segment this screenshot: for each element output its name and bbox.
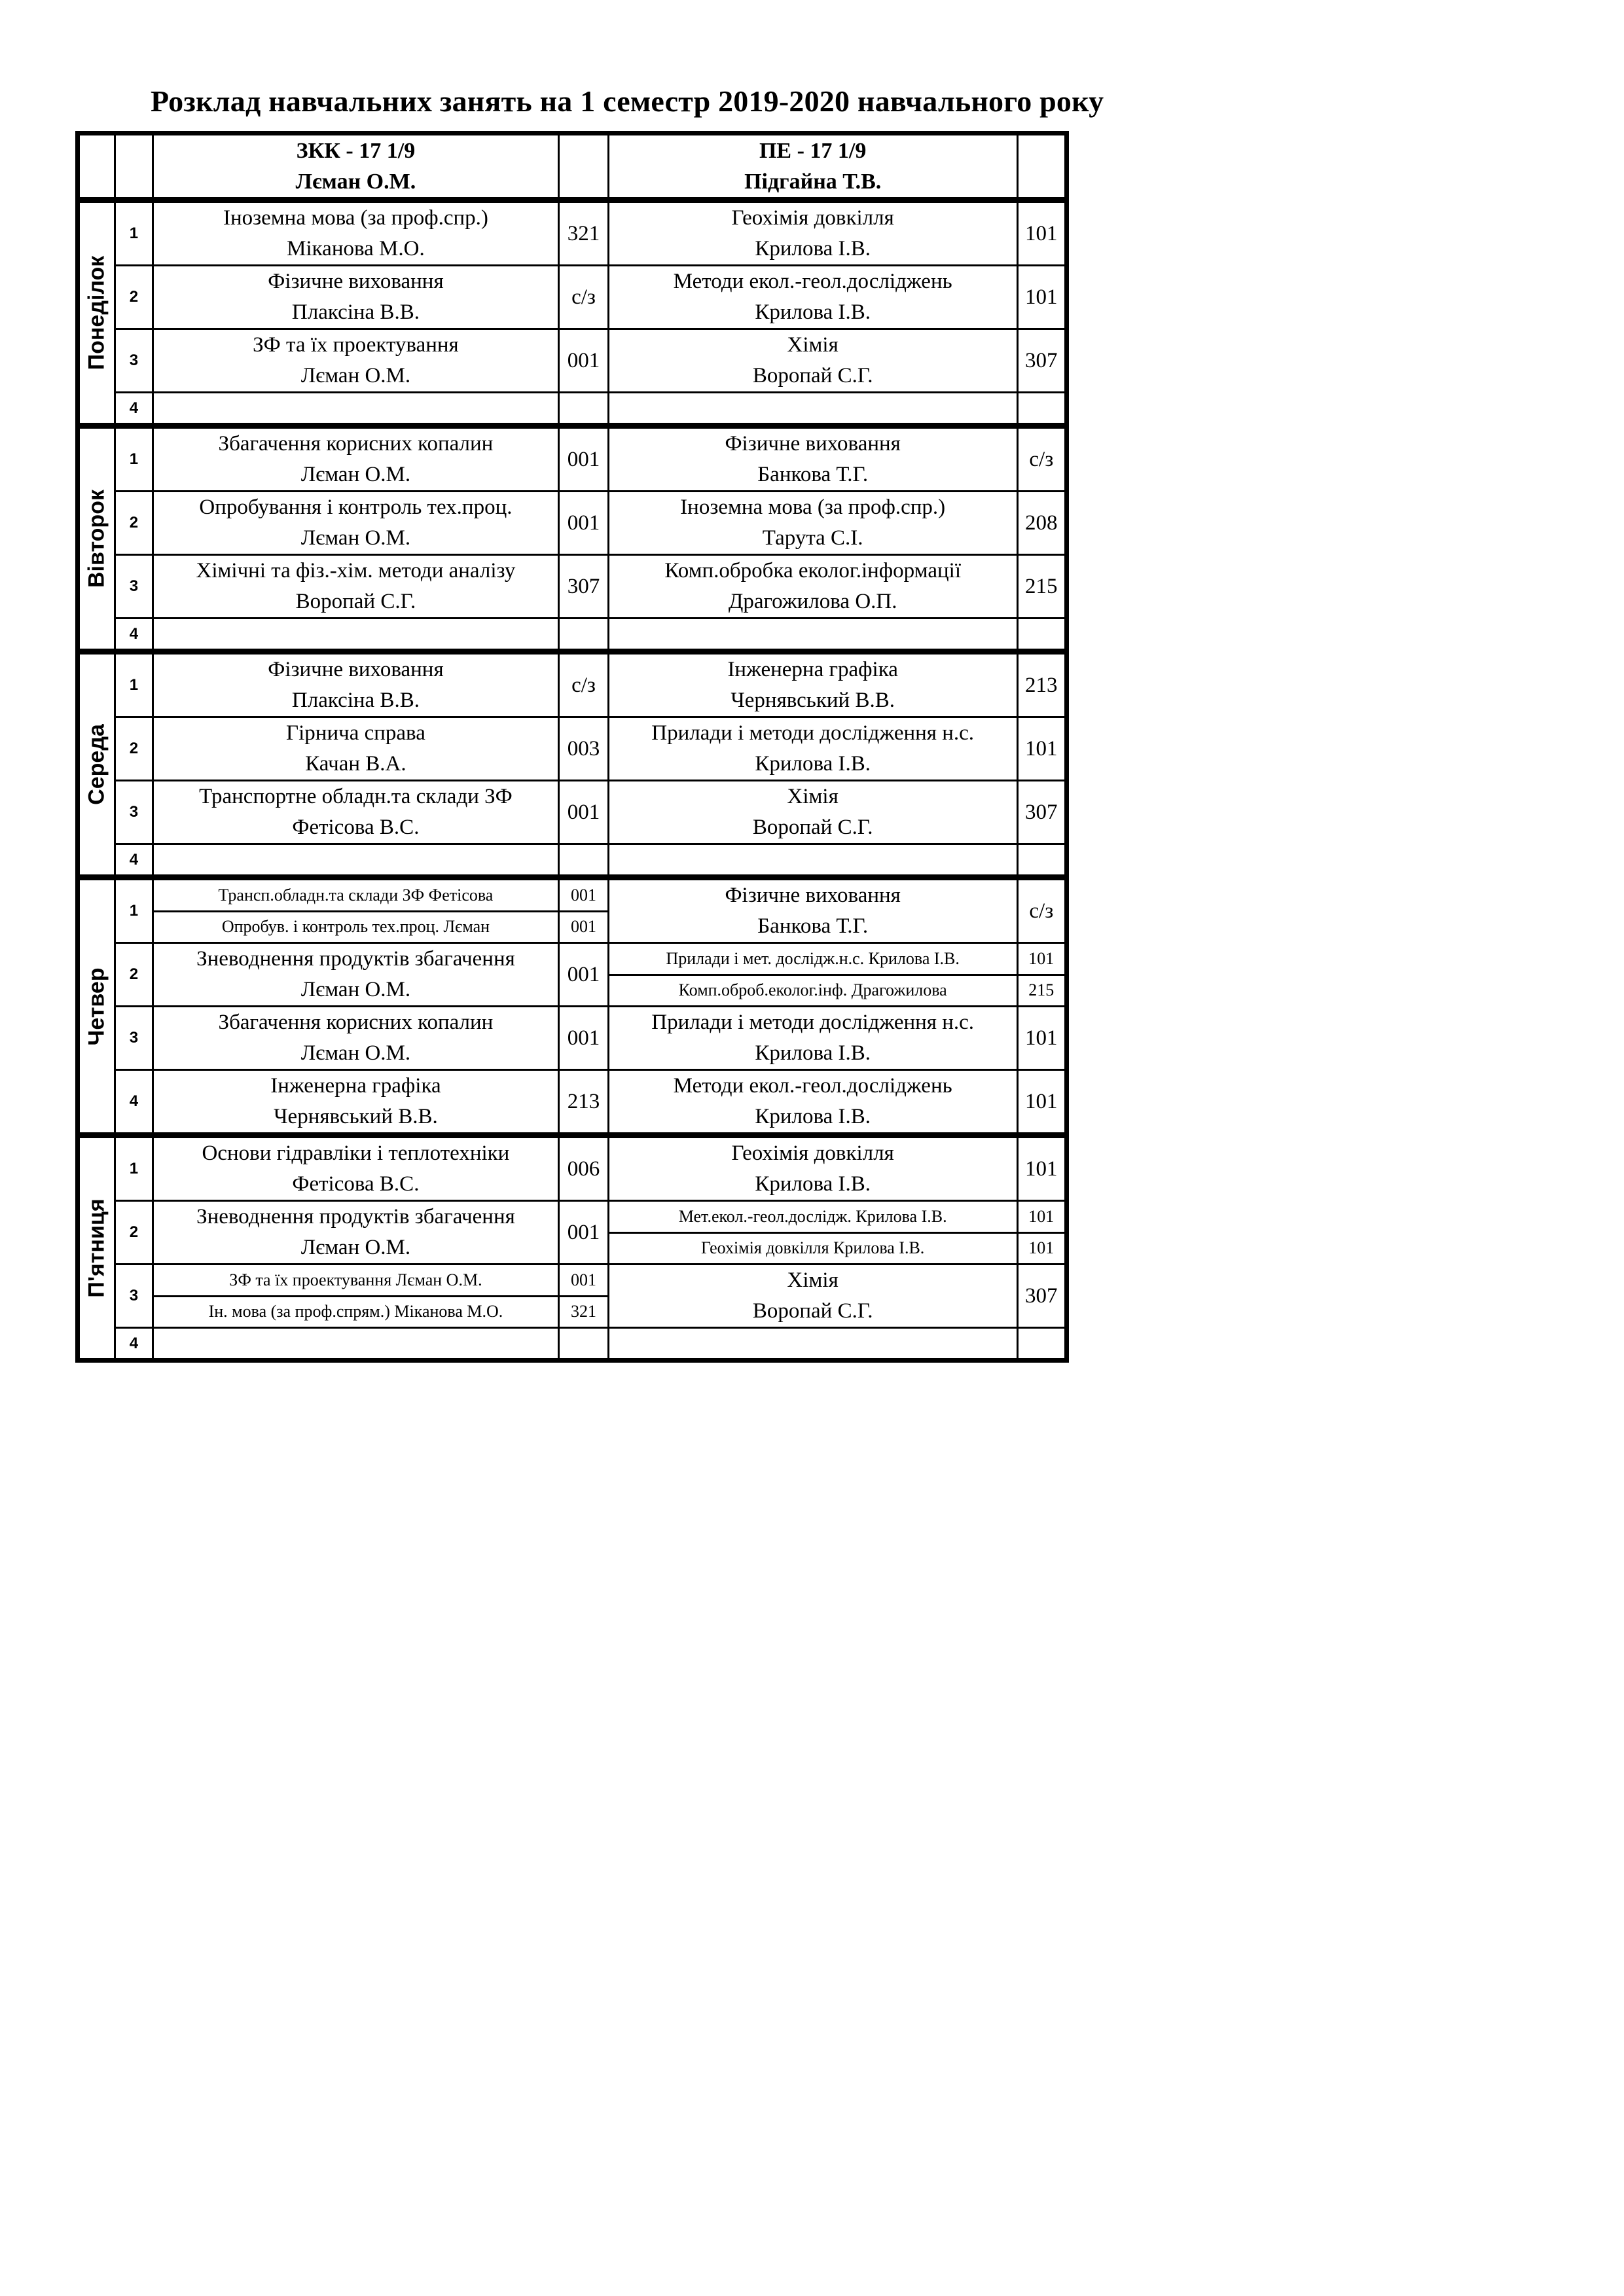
room-cell: 101 [1017,200,1066,266]
pair-number: 2 [115,943,153,1007]
subject-cell [608,652,1017,717]
room-cell: 101 [1017,266,1066,329]
subject-cell-half: Мет.екол.-геол.дослідж. Крилова І.В. [608,1201,1017,1233]
subject-cell [153,652,559,717]
subject-name: Інженерна графіка [727,658,898,681]
teacher-name: Лєман О.М. [300,1236,411,1259]
room-cell: 001 [559,781,608,844]
day-label: Понеділок [84,255,109,370]
empty-cell [153,393,559,426]
room-cell: 101 [1017,1136,1066,1201]
subject-name: Хімія [787,785,839,808]
subject-cell [608,200,1017,266]
subject-cell [153,555,559,619]
group-name: ЗКК - 17 1/9 [296,139,416,163]
teacher-name: Воропай С.Г. [752,364,873,387]
teacher-name: Крилова І.В. [755,1172,871,1196]
schedule-table [75,131,1069,1363]
room-cell-half: 001 [559,1265,608,1297]
schedule-row [78,1265,1067,1297]
subject-name: Збагачення корисних копалин [218,1011,494,1034]
subject-name: Хімія [787,1268,839,1292]
pair-number: 3 [115,1007,153,1070]
subject-name: Комп.обробка еколог.інформації [664,559,961,583]
subject-cell-half: ЗФ та їх проектування Лєман О.М. [153,1265,559,1297]
subject-name: Фізичне виховання [725,432,901,456]
day-cell [78,200,115,426]
subject-name: Транспортне обладн.та склади ЗФ [199,785,513,808]
pair-number: 3 [115,781,153,844]
subject-name: Інженерна графіка [270,1074,441,1098]
teacher-name: Міканова М.О. [287,237,425,260]
teacher-name: Чернявський В.В. [731,689,895,712]
day-label: Вівторок [84,490,109,588]
teacher-name: Качан В.А. [305,752,406,776]
subject-cell [153,426,559,492]
subject-name: Геохімія довкілля [731,1141,894,1165]
subject-name: Геохімія довкілля [731,206,894,230]
room-cell: 006 [559,1136,608,1201]
group-name: ПЕ - 17 1/9 [759,139,867,163]
subject-name: Гірнича справа [286,721,425,745]
empty-cell [608,393,1017,426]
subject-name: Прилади і методи дослідження н.с. [651,721,975,745]
pair-number: 3 [115,1265,153,1328]
subject-cell-half: Трансп.обладн.та склади ЗФ Фетісова [153,878,559,912]
pair-number: 2 [115,492,153,555]
pair-number: 3 [115,555,153,619]
subject-cell [608,492,1017,555]
room-cell: с/з [559,652,608,717]
group-header [608,134,1017,200]
teacher-name: Крилова І.В. [755,237,871,260]
room-cell-half: 001 [559,911,608,943]
room-cell-half: 101 [1017,1232,1066,1265]
day-cell [78,878,115,1136]
schedule-row [78,943,1067,975]
pair-number: 1 [115,426,153,492]
group-header [153,134,559,200]
empty-cell [559,619,608,652]
room-cell: с/з [559,266,608,329]
teacher-name: Чернявський В.В. [274,1105,438,1128]
day-label: П'ятниця [84,1198,109,1298]
day-cell [78,426,115,652]
day-header-cell [78,134,115,200]
subject-cell [608,717,1017,781]
room-cell-half: 321 [559,1296,608,1328]
subject-name: Фізичне виховання [725,884,901,907]
schedule-row [78,878,1067,912]
room-cell: 101 [1017,717,1066,781]
teacher-name: Банкова Т.Г. [757,914,869,938]
teacher-name: Тарута С.І. [762,526,863,550]
pair-number: 4 [115,1070,153,1136]
subject-cell [608,266,1017,329]
subject-name: Методи екол.-геол.досліджень [673,270,952,293]
pair-number: 3 [115,329,153,393]
room-cell: 213 [559,1070,608,1136]
teacher-name: Лєман О.М. [300,364,411,387]
schedule-row [78,1201,1067,1233]
subject-cell [608,555,1017,619]
subject-cell-half: Прилади і мет. дослідж.н.с. Крилова І.В. [608,943,1017,975]
pair-number: 1 [115,1136,153,1201]
empty-cell [608,619,1017,652]
pair-number: 2 [115,1201,153,1265]
subject-cell [608,878,1017,943]
room-cell: 003 [559,717,608,781]
teacher-name: Крилова І.В. [755,1041,871,1065]
room-cell: 307 [1017,1265,1066,1328]
room-cell: с/з [1017,878,1066,943]
room-cell: с/з [1017,426,1066,492]
subject-name: Збагачення корисних копалин [218,432,494,456]
teacher-name: Крилова І.В. [755,752,871,776]
empty-cell [1017,393,1066,426]
subject-name: ЗФ та їх проектування [253,333,459,357]
subject-cell-half: Геохімія довкілля Крилова І.В. [608,1232,1017,1265]
teacher-name: Фетісова В.С. [292,816,420,839]
schedule-row [78,1328,1067,1361]
pair-header-cell [115,134,153,200]
pair-number: 1 [115,652,153,717]
teacher-name: Фетісова В.С. [292,1172,420,1196]
room-header-cell [1017,134,1066,200]
subject-name: Іноземна мова (за проф.спр.) [680,495,946,519]
subject-cell-half: Ін. мова (за проф.спрям.) Міканова М.О. [153,1296,559,1328]
day-label: Четвер [84,967,109,1046]
group-curator: Лєман О.М. [295,170,416,194]
room-cell: 307 [559,555,608,619]
teacher-name: Лєман О.М. [300,526,411,550]
subject-name: Хімія [787,333,839,357]
teacher-name: Воропай С.Г. [752,816,873,839]
subject-cell [608,1070,1017,1136]
subject-cell [153,492,559,555]
teacher-name: Крилова І.В. [755,300,871,324]
empty-cell [1017,1328,1066,1361]
subject-cell [608,1136,1017,1201]
room-cell: 213 [1017,652,1066,717]
subject-cell [153,1201,559,1265]
pair-number: 4 [115,393,153,426]
empty-cell [559,393,608,426]
teacher-name: Драгожилова О.П. [728,590,897,613]
room-cell-half: 215 [1017,975,1066,1007]
room-cell: 001 [559,492,608,555]
room-cell: 001 [559,426,608,492]
room-cell: 001 [559,1201,608,1265]
day-cell [78,1136,115,1361]
group-curator: Підгайна Т.В. [744,170,882,194]
subject-name: Хімічні та фіз.-хім. методи аналізу [196,559,516,583]
empty-cell [1017,844,1066,878]
empty-cell [608,844,1017,878]
subject-cell [608,426,1017,492]
teacher-name: Плаксіна В.В. [291,300,420,324]
teacher-name: Плаксіна В.В. [291,689,420,712]
room-cell: 101 [1017,1007,1066,1070]
room-cell: 321 [559,200,608,266]
room-cell: 215 [1017,555,1066,619]
teacher-name: Лєман О.М. [300,1041,411,1065]
room-cell: 208 [1017,492,1066,555]
subject-cell-half: Комп.оброб.еколог.інф. Драгожилова [608,975,1017,1007]
pair-number: 2 [115,717,153,781]
pair-number: 2 [115,266,153,329]
teacher-name: Воропай С.Г. [295,590,416,613]
room-cell: 001 [559,943,608,1007]
pair-number: 4 [115,844,153,878]
subject-cell [153,717,559,781]
subject-cell [608,1265,1017,1328]
empty-cell [1017,619,1066,652]
header-row [78,134,1067,200]
subject-name: Прилади і методи дослідження н.с. [651,1011,975,1034]
subject-name: Зневоднення продуктів збагачення [196,1205,515,1229]
subject-cell-half: Опробув. і контроль тех.проц. Лєман [153,911,559,943]
empty-cell [153,844,559,878]
subject-cell [608,1007,1017,1070]
empty-cell [153,619,559,652]
room-cell: 307 [1017,329,1066,393]
subject-cell [153,200,559,266]
empty-cell [608,1328,1017,1361]
subject-name: Основи гідравліки і теплотехніки [202,1141,510,1165]
subject-cell [153,329,559,393]
room-cell: 101 [1017,1070,1066,1136]
subject-name: Зневоднення продуктів збагачення [196,947,515,971]
subject-cell [153,1070,559,1136]
subject-cell [153,781,559,844]
subject-name: Фізичне виховання [268,658,444,681]
subject-cell [153,943,559,1007]
teacher-name: Банкова Т.Г. [757,463,869,486]
teacher-name: Лєман О.М. [300,463,411,486]
pair-number: 1 [115,200,153,266]
subject-cell [608,781,1017,844]
teacher-name: Лєман О.М. [300,978,411,1001]
subject-cell [153,1007,559,1070]
page-title: Розклад навчальних занять на 1 семестр 2019-2020 навчального року [151,84,1104,118]
subject-name: Фізичне виховання [268,270,444,293]
pair-number: 4 [115,619,153,652]
subject-name: Опробування і контроль тех.проц. [199,495,513,519]
subject-cell [153,266,559,329]
empty-cell [559,1328,608,1361]
subject-cell [153,1136,559,1201]
teacher-name: Крилова І.В. [755,1105,871,1128]
room-header-cell [559,134,608,200]
pair-number: 1 [115,878,153,943]
room-cell-half: 001 [559,878,608,912]
teacher-name: Воропай С.Г. [752,1299,873,1323]
pair-number: 4 [115,1328,153,1361]
subject-name: Іноземна мова (за проф.спр.) [223,206,488,230]
subject-cell [608,329,1017,393]
empty-cell [153,1328,559,1361]
room-cell-half: 101 [1017,1201,1066,1233]
subject-name: Методи екол.-геол.досліджень [673,1074,952,1098]
day-cell [78,652,115,878]
room-cell: 001 [559,1007,608,1070]
room-cell: 001 [559,329,608,393]
day-label: Середа [84,724,109,805]
room-cell: 307 [1017,781,1066,844]
empty-cell [559,844,608,878]
room-cell-half: 101 [1017,943,1066,975]
